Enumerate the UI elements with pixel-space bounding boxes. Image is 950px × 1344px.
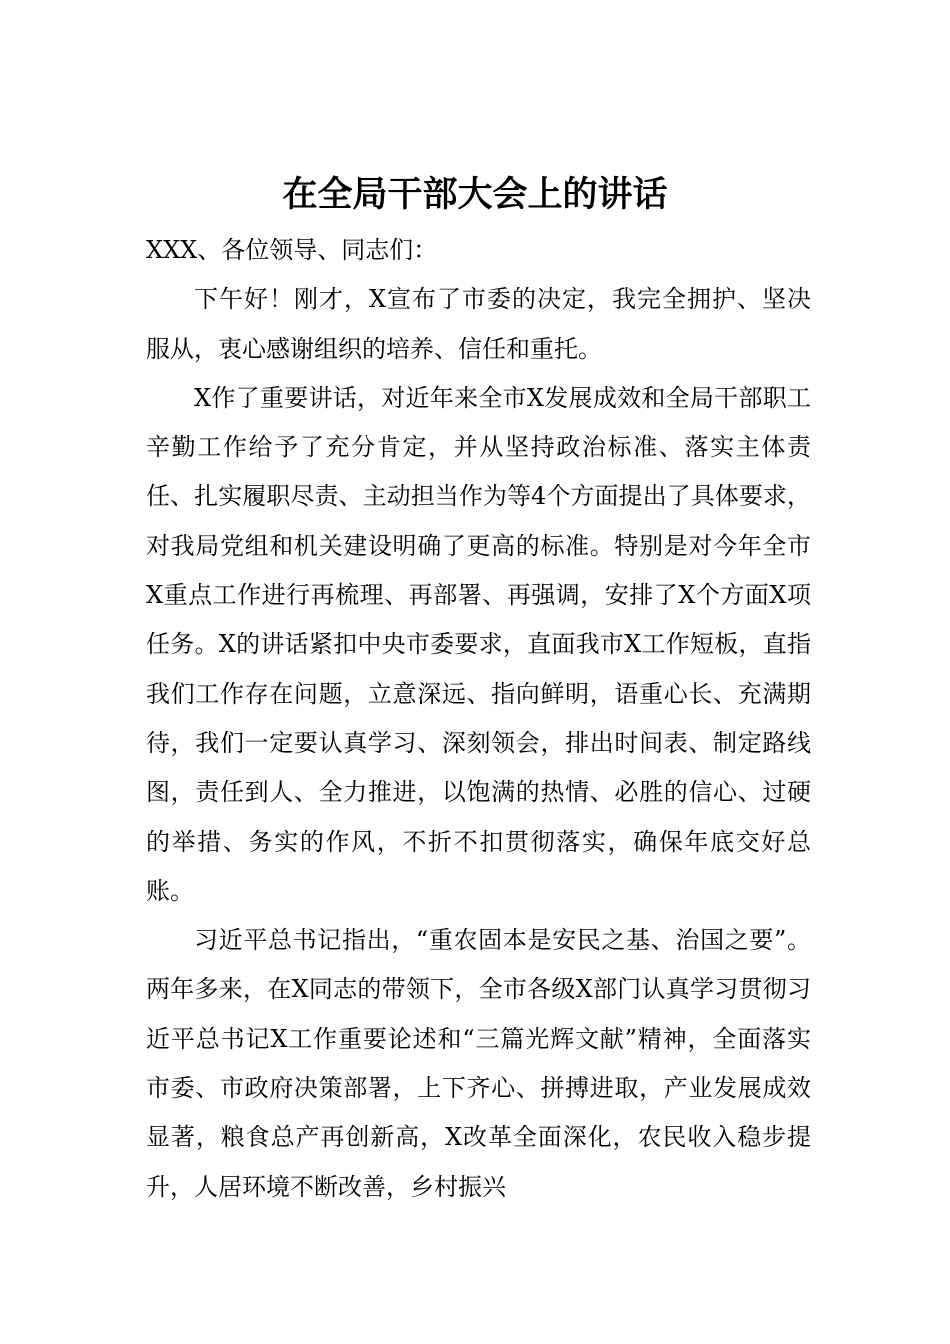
paragraph-2: X作了重要讲话，对近年来全市X发展成效和全局干部职工辛勤工作给予了充分肯定，并从坚持政治标准、落实主体责任、扎实履职尽责、主动担当作为等4个方面提出了具体要求，对我局党组和机关建设明确了更高的标准。特别是对今年全市X重点工作进行再梳理、再部署、再强调，安排了X个方面X项任务。X的讲话紧扣中央市委要求，直面我市X工作短板，直指我们工作存在问题，立意深远、指向鲜明，语重心长、充满期待，我们一定要认真学习、深刻领会，排出时间表、制定路线图，责任到人、全力推进，以饱满的热情、必胜的信心、过硬的举措、务实的作风，不折不扣贯彻落实，确保年底交好总账。: [146, 383, 811, 905]
paragraph-1: 下午好！刚才，X宣布了市委的决定，我完全拥护、坚决服从，衷心感谢组织的培养、信任和重托。: [146, 285, 811, 363]
page-title: 在全局干部大会上的讲话: [282, 174, 668, 216]
salutation: XXX、各位领导、同志们：: [146, 236, 438, 264]
document-body: [146, 226, 811, 1212]
paragraph-3: 习近平总书记指出，“重农固本是安民之基、治国之要”。两年多来，在X同志的带领下，全市各级X部门认真学习贯彻习近平总书记X工作重要论述和“三篇光辉文献”精神，全面落实市委、市政府决策部署，上下齐心、拼搏进取，产业发展成效显著，粮食总产再创新高，X改革全面深化，农民收入稳步提升，人居环境不断改善，乡村振兴: [146, 926, 811, 1201]
